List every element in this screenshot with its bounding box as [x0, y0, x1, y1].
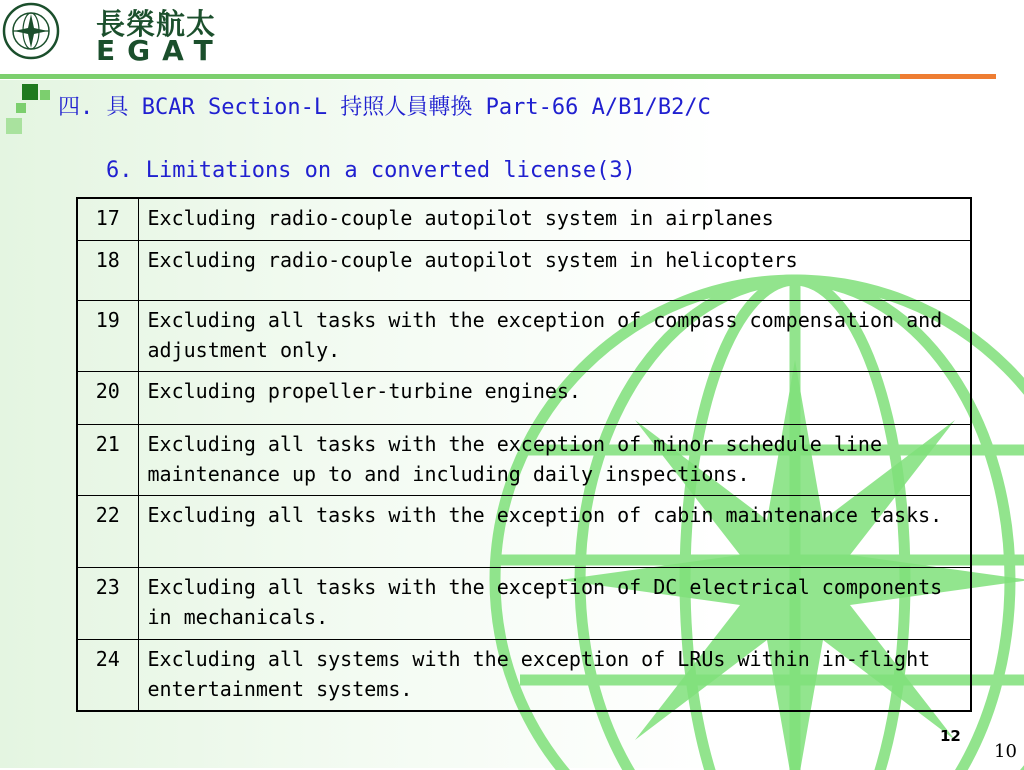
row-text: Excluding all tasks with the exception of compass compensation and adjustment only. [138, 300, 971, 371]
limitations-table [76, 197, 972, 712]
row-number: 17 [77, 198, 138, 240]
page-number: 10 [994, 741, 1017, 762]
logo-english-name: EGAT [96, 34, 225, 67]
table-row [77, 371, 971, 424]
row-number: 22 [77, 495, 138, 567]
row-text: Excluding propeller-turbine engines. [138, 371, 971, 424]
row-number: 21 [77, 424, 138, 495]
decor-square [16, 103, 26, 113]
row-number: 23 [77, 567, 138, 639]
slide-subtitle: 6. Limitations on a converted license(3) [106, 158, 636, 183]
row-text: Excluding all systems with the exception of LRUs within in-flight entertainment systems. [138, 639, 971, 711]
table-row [77, 495, 971, 567]
header-rule-green [0, 74, 900, 79]
header-rule-orange [900, 74, 996, 79]
table-row [77, 567, 971, 639]
row-text: Excluding all tasks with the exception of cabin maintenance tasks. [138, 495, 971, 567]
slide-number: 12 [940, 727, 961, 745]
row-number: 20 [77, 371, 138, 424]
table-row [77, 639, 971, 711]
table-row [77, 240, 971, 300]
table-row [77, 424, 971, 495]
table-row [77, 300, 971, 371]
row-number: 24 [77, 639, 138, 711]
decor-square [6, 118, 22, 134]
slide-title: 四. 具 BCAR Section-L 持照人員轉換 Part-66 A/B1/B2/C [58, 95, 711, 120]
row-text: Excluding all tasks with the exception of minor schedule line maintenance up to and including daily inspections. [138, 424, 971, 495]
row-number: 19 [77, 300, 138, 371]
row-number: 18 [77, 240, 138, 300]
logo-chinese-name: 長榮航太 [96, 7, 217, 41]
evergreen-logo-icon [2, 2, 60, 60]
decor-square [40, 90, 50, 100]
row-text: Excluding radio-couple autopilot system in airplanes [138, 198, 971, 240]
table-row [77, 198, 971, 240]
row-text: Excluding radio-couple autopilot system in helicopters [138, 240, 971, 300]
decor-square [22, 84, 38, 100]
row-text: Excluding all tasks with the exception of DC electrical components in mechanicals. [138, 567, 971, 639]
